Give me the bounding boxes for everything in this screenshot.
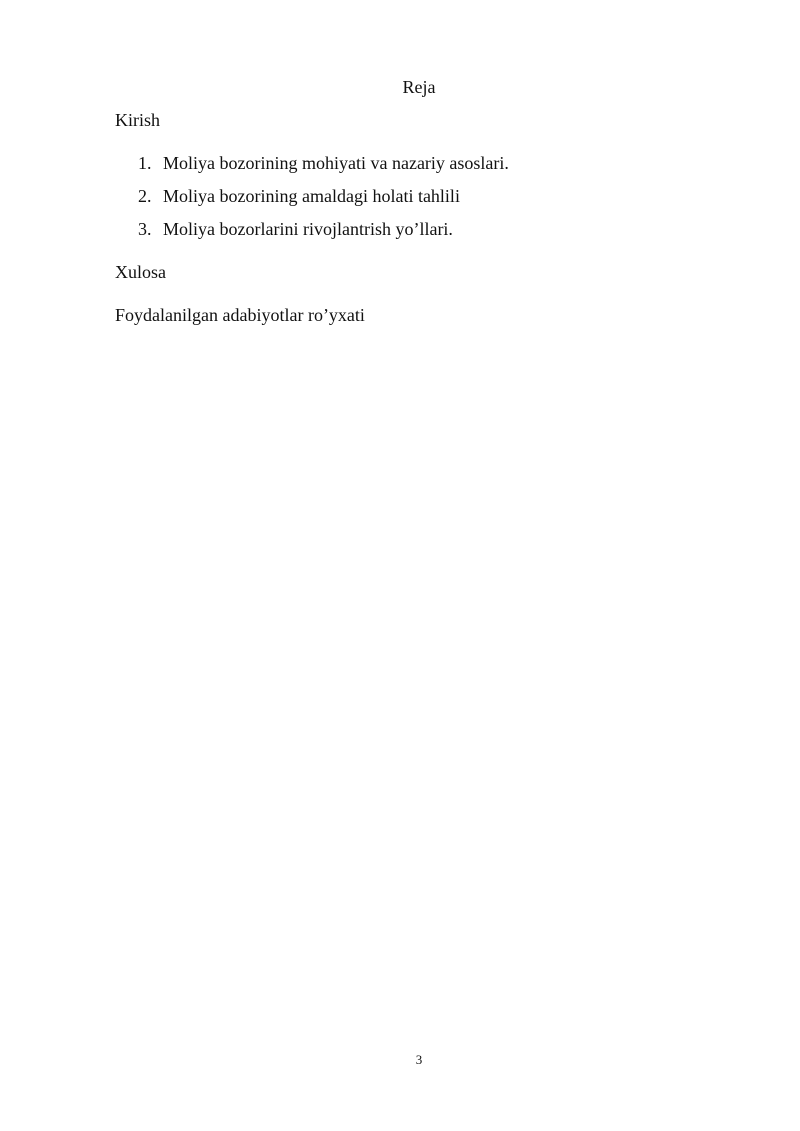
page-title: Reja [402, 77, 436, 97]
list-item-text: Moliya bozorining mohiyati va nazariy asoslari. [163, 153, 509, 173]
list-item-number: 3. [138, 219, 152, 239]
references-heading: Foydalanilgan adabiyotlar ro’yxati [115, 305, 365, 325]
list-item-number: 1. [138, 153, 152, 173]
list-item-number: 2. [138, 186, 152, 206]
intro-heading: Kirish [115, 110, 160, 130]
page-number: 3 [415, 1052, 423, 1067]
conclusion-heading: Xulosa [115, 262, 166, 282]
list-item-text: Moliya bozorining amaldagi holati tahlili [163, 186, 460, 206]
list-item-text: Moliya bozorlarini rivojlantrish yo’llari. [163, 219, 453, 239]
